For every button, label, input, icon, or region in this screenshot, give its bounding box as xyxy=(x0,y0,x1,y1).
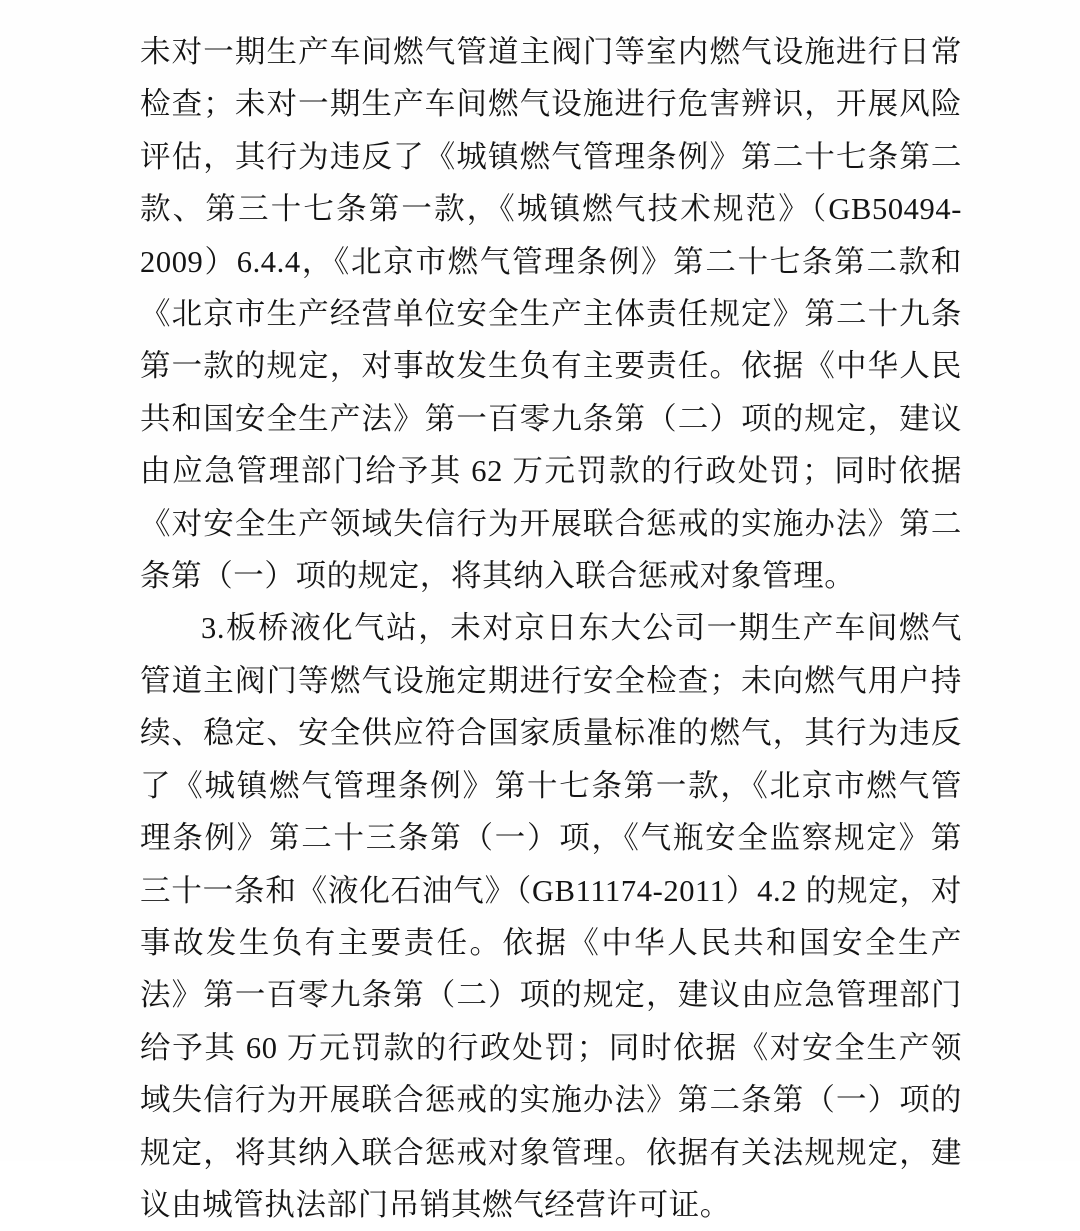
paragraph-continuation: 未对一期生产车间燃气管道主阀门等室内燃气设施进行日常检查；未对一期生产车间燃气设施进行危害辨识，开展风险评估，其行为违反了《城镇燃气管理条例》第二十七条第二款、第三十七条第一款，《城镇燃气技术规范》（GB50494-2009）6.4.4，《北京市燃气管理条例》第二十七条第二款和《北京市生产经营单位安全生产主体责任规定》第二十九条第一款的规定，对事故发生负有主要责任。依据《中华人民共和国安全生产法》第一百零九条第（二）项的规定，建议由应急管理部门给予其 62 万元罚款的行政处罚；同时依据《对安全生产领域失信行为开展联合惩戒的实施办法》第二条第（一）项的规定，将其纳入联合惩戒对象管理。 xyxy=(140,35,962,594)
document-body xyxy=(140,26,962,1231)
paragraph-item-3: 3.板桥液化气站，未对京日东大公司一期生产车间燃气管道主阀门等燃气设施定期进行安全检查；未向燃气用户持续、稳定、安全供应符合国家质量标准的燃气，其行为违反了《城镇燃气管理条例》第十七条第一款，《北京市燃气管理条例》第二十三条第（一）项，《气瓶安全监察规定》第三十一条和《液化石油气》（GB11174-2011）4.2 的规定，对事故发生负有主要责任。依据《中华人民共和国安全生产法》第一百零九条第（二）项的规定，建议由应急管理部门给予其 60 万元罚款的行政处罚；同时依据《对安全生产领域失信行为开展联合惩戒的实施办法》第二条第（一）项的规定，将其纳入联合惩戒对象管理。依据有关法规规定，建议由城管执法部门吊销其燃气经营许可证。 xyxy=(140,611,962,1222)
